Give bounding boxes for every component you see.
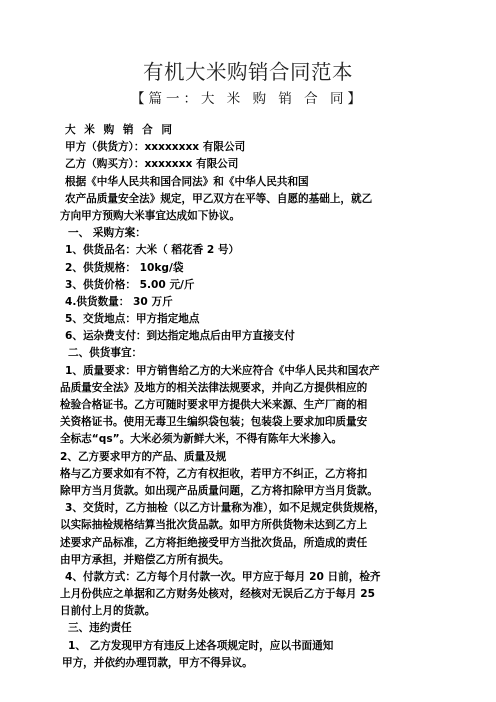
document-subtitle: 【篇一：大 米 购 销 合 同】 <box>131 91 365 107</box>
payment-paragraph-line-2: 上月份供应之单据和乙方财务处核对，经核对无误后乙方于每月 25 <box>60 588 376 601</box>
section-heading-supply: 二、供货事宜： <box>68 347 143 360</box>
preamble-line-1: 根据《中华人民共和国合同法》和《中华人民共和国 <box>65 175 309 188</box>
section-heading-purchase: 一、 采购方案： <box>68 227 146 240</box>
supply-paragraph-3-line-2: 以实际抽检规格结算当批次货品款。如甲方所供货物未达到乙方上 <box>60 519 368 532</box>
supply-paragraph-1-line-5: 全标志“qs”。大米必须为新鲜大米，不得有陈年大米掺入。 <box>60 433 343 446</box>
purchase-item-5: 5、交货地点：甲方指定地点 <box>65 313 200 326</box>
purchase-item-2: 2、供货规格： 10kg/袋 <box>65 261 184 274</box>
supply-paragraph-1-line-4: 关资格证书。使用无毒卫生编织袋包装；包装袋上要求加印质量安 <box>60 416 368 429</box>
supply-paragraph-3-line-4: 由甲方承担，并赔偿乙方所有损失。 <box>60 553 230 566</box>
preamble-line-2: 农产品质量安全法》规定，甲乙双方在平等、自愿的基础上，就乙 <box>65 192 373 205</box>
payment-paragraph-line-1: 4、付款方式：乙方每个月付款一次。甲方应于每月 20 日前，检齐 <box>65 570 381 583</box>
party-a-line: 甲方（供货方）：xxxxxxxx 有限公司 <box>65 141 246 154</box>
liability-paragraph-line-1: 1、 乙方发现甲方有违反上述各项规定时，应以书面通知 <box>68 639 334 652</box>
purchase-item-3: 3、供货价格： 5.00 元/斤 <box>65 278 195 291</box>
supply-paragraph-1-line-1: 1、质量要求：甲方销售给乙方的大米应符合《中华人民共和国农产 <box>65 364 380 377</box>
party-b-line: 乙方（购买方）：xxxxxxx 有限公司 <box>65 158 239 171</box>
purchase-item-1: 1、供货品名：大米（ 稻花香 2 号） <box>65 244 240 257</box>
supply-paragraph-2-line-2: 格与乙方要求如有不符，乙方有权拒收，若甲方不纠正，乙方将扣 <box>60 467 368 480</box>
liability-paragraph-line-2: 甲方，并依约办理罚款，甲方不得异议。 <box>62 656 253 669</box>
purchase-item-6: 6、运杂费支付：到达指定地点后由甲方直接支付 <box>65 330 295 343</box>
supply-paragraph-3-line-3: 述要求产品标准，乙方将拒绝接受甲方当批次货品，所造成的责任 <box>60 536 368 549</box>
document-title: 有机大米购销合同范本 <box>143 60 353 84</box>
supply-paragraph-2-line-1: 2、乙方要求甲方的产品、质量及规 <box>60 450 227 463</box>
payment-paragraph-line-3: 日前付上月的货款。 <box>60 605 156 618</box>
supply-paragraph-1-line-3: 检验合格证书。乙方可随时要求甲方提供大米来源、生产厂商的相 <box>60 399 368 411</box>
contract-heading: 大 米 购 销 合 同 <box>65 124 175 136</box>
supply-paragraph-2-line-3: 除甲方当月货款。如出现产品质量问题，乙方将扣除甲方当月货款。 <box>60 484 378 497</box>
contract-body <box>60 122 478 672</box>
preamble-line-3: 方向甲方预购大米事宜达成如下协议。 <box>60 209 241 222</box>
supply-paragraph-3-line-1: 3、交货时，乙方抽检（以乙方计量称为准），如不足规定供货规格， <box>65 502 385 515</box>
supply-paragraph-1-line-2: 品质量安全法》及地方的相关法律法规要求，并向乙方提供相应的 <box>60 381 368 394</box>
purchase-item-4: 4.供货数量： 30 万斤 <box>65 295 173 308</box>
section-heading-liability: 三、违约责任 <box>68 622 132 635</box>
